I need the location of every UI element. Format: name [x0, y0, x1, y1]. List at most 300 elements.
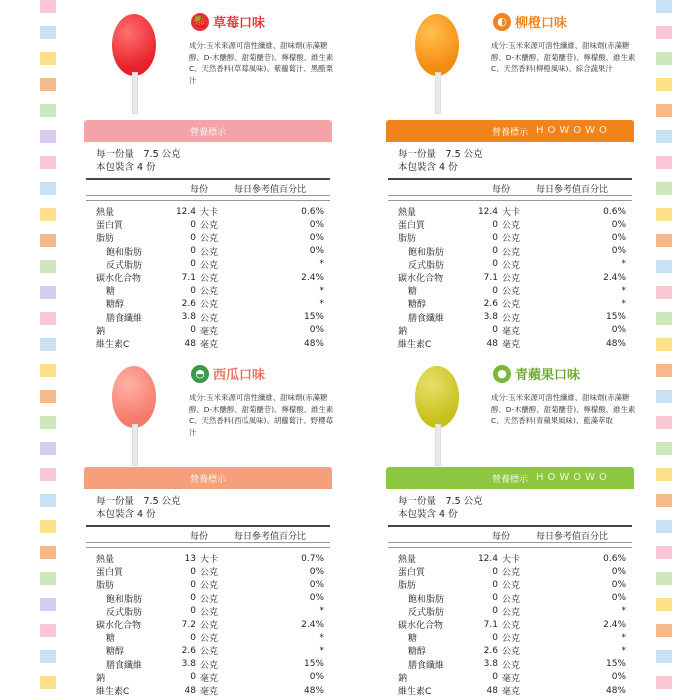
nutrient-row: [398, 684, 626, 697]
nutrient-daily-percent: 48%: [303, 685, 324, 696]
nutrient-daily-percent: 0%: [309, 579, 324, 590]
nutrient-amount: 3.8: [483, 659, 498, 670]
nutrient-row: [96, 271, 324, 284]
nutrient-daily-percent: 2.4%: [301, 619, 324, 630]
nutrient-name: 維生素C: [398, 340, 432, 350]
stripe-segment: [40, 468, 56, 481]
nutrient-amount: 0: [190, 606, 196, 617]
nutrient-unit: 毫克: [200, 687, 219, 697]
nutrient-daily-percent: 0%: [611, 672, 626, 683]
nutrient-daily-percent: *: [621, 606, 626, 617]
stripe-segment: [40, 104, 56, 117]
nutrient-daily-percent: 0%: [611, 325, 626, 336]
nutrient-unit: 公克: [502, 594, 521, 605]
stripe-segment: [40, 338, 56, 351]
stripe-segment: [40, 286, 56, 299]
nutrient-daily-percent: *: [621, 298, 626, 309]
nutrient-amount: 7.1: [181, 272, 196, 283]
nutrient-unit: 公克: [200, 287, 219, 298]
stripe-segment: [656, 390, 672, 403]
nutrient-unit: 大卡: [502, 555, 521, 565]
nutrient-unit: 大卡: [200, 555, 219, 565]
stripe-segment: [656, 286, 672, 299]
nutrient-daily-percent: 0%: [309, 232, 324, 243]
lollipop-head: [112, 366, 156, 428]
stripe-segment: [40, 624, 56, 637]
nutrient-name: 膳食纖維: [106, 313, 143, 324]
nutrient-daily-percent: *: [319, 606, 324, 617]
nutrient-daily-percent: 0%: [309, 246, 324, 257]
nutrient-name: 糖醇: [408, 647, 427, 658]
fruit-icon: ●: [493, 365, 511, 383]
column-per-serving: 每份: [492, 185, 511, 195]
nutrient-name: 維生素C: [398, 687, 432, 697]
nutrient-unit: 毫克: [502, 340, 521, 350]
nutrient-unit: 大卡: [502, 208, 521, 218]
nutrient-daily-percent: 0%: [611, 579, 626, 590]
nutrient-row: [398, 205, 626, 218]
nutrition-header-label: 營養標示: [491, 474, 528, 485]
nutrient-row: [96, 297, 324, 310]
stripe-segment: [656, 104, 672, 117]
nutrient-row: [398, 552, 626, 565]
nutrient-name: 脂肪: [398, 234, 417, 245]
nutrient-unit: 公克: [502, 221, 521, 232]
nutrient-name: 蛋白質: [96, 221, 124, 232]
stripe-segment: [40, 390, 56, 403]
stripe-segment: [40, 312, 56, 325]
nutrient-daily-percent: 0%: [309, 219, 324, 230]
nutrient-amount: 0: [190, 259, 196, 270]
stripe-segment: [656, 234, 672, 247]
nutrient-row: [96, 231, 324, 244]
nutrient-name: 糖醇: [106, 647, 125, 658]
column-daily-value: 每日參考值百分比: [234, 185, 307, 195]
nutrient-daily-percent: 0%: [309, 672, 324, 683]
stripe-segment: [656, 442, 672, 455]
nutrition-header-label: 營養標示: [189, 127, 226, 138]
nutrient-amount: 48: [486, 685, 498, 696]
nutrient-row: [96, 578, 324, 591]
nutrient-name: 糖: [408, 634, 418, 645]
divider: [86, 195, 330, 196]
nutrient-row: [398, 337, 626, 350]
nutrient-amount: 0: [492, 606, 498, 617]
stripe-segment: [656, 338, 672, 351]
stripe-segment: [656, 52, 672, 65]
nutrient-name: 膳食纖維: [408, 313, 445, 324]
nutrient-row: [96, 671, 324, 684]
nutrient-daily-percent: 0.6%: [603, 206, 626, 217]
flavor-name: 草莓口味: [213, 16, 266, 31]
nutrient-row: [398, 311, 626, 324]
nutrient-daily-percent: 48%: [303, 338, 324, 349]
nutrient-row: [96, 565, 324, 578]
nutrition-header: [386, 120, 634, 142]
nutrient-row: [96, 205, 324, 218]
nutrient-amount: 2.6: [181, 645, 196, 656]
stripe-segment: [656, 156, 672, 169]
nutrient-name: 碳水化合物: [96, 274, 142, 284]
flavor-name: 青蘋果口味: [515, 368, 581, 383]
nutrient-row: [96, 658, 324, 671]
column-daily-value: 每日參考值百分比: [536, 185, 609, 195]
column-per-serving: 每份: [492, 532, 511, 542]
nutrient-name: 碳水化合物: [96, 621, 142, 631]
nutrient-daily-percent: 0.6%: [301, 206, 324, 217]
nutrient-amount: 12.4: [477, 206, 498, 217]
nutrient-daily-percent: 48%: [605, 338, 626, 349]
nutrient-amount: 7.1: [483, 619, 498, 630]
divider: [86, 525, 330, 527]
stripe-segment: [40, 182, 56, 195]
nutrient-daily-percent: 15%: [605, 312, 626, 323]
nutrient-unit: 公克: [502, 634, 521, 645]
nutrient-name: 飽和脂肪: [408, 594, 445, 605]
flavor-name: 西瓜口味: [213, 368, 266, 383]
nutrient-name: 飽和脂肪: [408, 247, 445, 258]
nutrient-amount: 48: [486, 338, 498, 349]
ingredients-text: 成分:玉米來源可溶性纖維、甜味劑(赤藻糖醇、D-木醣醇、甜菊醣苷)、檸檬酸、維生素C、天然香料(西瓜風味)、胡蘿蔔汁、野櫻莓汁: [189, 393, 334, 437]
flavor-title: [191, 364, 265, 383]
nutrient-daily-percent: 0.7%: [301, 553, 324, 564]
nutrient-unit: 公克: [502, 568, 521, 579]
nutrient-daily-percent: 0%: [309, 593, 324, 604]
nutrient-daily-percent: 15%: [303, 312, 324, 323]
nutrient-amount: 0: [190, 593, 196, 604]
nutrient-name: 碳水化合物: [398, 274, 444, 284]
nutrient-daily-percent: *: [621, 259, 626, 270]
nutrient-unit: 毫克: [200, 340, 219, 350]
serving-size: 每一份量 7.5 公克: [398, 149, 483, 160]
stripe-segment: [656, 364, 672, 377]
stripe-segment: [40, 364, 56, 377]
nutrient-unit: 公克: [200, 621, 219, 631]
nutrition-header-label: 營養標示: [491, 127, 528, 138]
nutrient-unit: 公克: [502, 313, 521, 324]
nutrient-amount: 2.6: [181, 298, 196, 309]
nutrient-row: [398, 271, 626, 284]
nutrient-name: 脂肪: [96, 234, 115, 245]
divider: [388, 542, 632, 543]
nutrient-unit: 公克: [200, 634, 219, 645]
nutrient-name: 熱量: [96, 208, 115, 218]
watermark: HOWOWO: [536, 472, 611, 483]
fruit-icon: ◐: [493, 13, 511, 31]
nutrient-row: [96, 552, 324, 565]
nutrient-unit: 公克: [502, 621, 521, 631]
serving-size: 每一份量 7.5 公克: [96, 149, 181, 160]
stripe-segment: [656, 494, 672, 507]
nutrient-amount: 0: [190, 285, 196, 296]
nutrient-amount: 0: [190, 232, 196, 243]
nutrient-row: [96, 258, 324, 271]
lollipop-image: [415, 14, 459, 114]
nutrient-unit: 公克: [200, 568, 219, 579]
nutrient-row: [398, 218, 626, 231]
nutrient-row: [398, 605, 626, 618]
nutrient-unit: 公克: [502, 287, 521, 298]
lollipop-stick: [435, 72, 441, 114]
nutrient-row: [398, 671, 626, 684]
nutrient-unit: 公克: [502, 660, 521, 671]
nutrient-amount: 13: [184, 553, 196, 564]
nutrient-daily-percent: 15%: [605, 659, 626, 670]
lollipop-image: [112, 14, 156, 114]
stripe-segment: [40, 26, 56, 39]
nutrient-amount: 7.2: [181, 619, 196, 630]
lollipop-head: [415, 14, 459, 76]
nutrient-unit: 公克: [200, 221, 219, 232]
nutrient-row: [96, 684, 324, 697]
nutrient-name: 熱量: [96, 555, 115, 565]
nutrient-amount: 0: [190, 632, 196, 643]
nutrient-amount: 0: [190, 219, 196, 230]
nutrient-daily-percent: 0%: [309, 566, 324, 577]
lollipop-stick: [132, 72, 138, 114]
nutrient-daily-percent: 0%: [611, 246, 626, 257]
divider: [388, 547, 632, 548]
nutrient-unit: 公克: [502, 300, 521, 311]
stripe-segment: [40, 0, 56, 13]
nutrient-unit: 公克: [200, 607, 219, 618]
nutrient-name: 糖醇: [408, 300, 427, 311]
serving-size: 每一份量 7.5 公克: [96, 496, 181, 507]
nutrient-unit: 公克: [200, 247, 219, 258]
nutrient-row: [96, 284, 324, 297]
nutrient-daily-percent: 0%: [611, 593, 626, 604]
nutrient-name: 反式脂肪: [106, 260, 143, 271]
fruit-icon: ◓: [191, 365, 209, 383]
nutrient-name: 膳食纖維: [408, 660, 445, 671]
lollipop-head: [415, 366, 459, 428]
nutrient-name: 反式脂肪: [408, 607, 445, 618]
nutrient-amount: 0: [492, 632, 498, 643]
divider: [86, 542, 330, 543]
nutrient-daily-percent: *: [319, 285, 324, 296]
flavor-title: [493, 364, 580, 383]
nutrient-name: 反式脂肪: [106, 607, 143, 618]
nutrient-daily-percent: 0%: [309, 325, 324, 336]
nutrient-name: 碳水化合物: [398, 621, 444, 631]
stripe-segment: [40, 572, 56, 585]
nutrient-amount: 12.4: [477, 553, 498, 564]
divider: [86, 178, 330, 180]
stripe-segment: [656, 208, 672, 221]
divider: [86, 547, 330, 548]
nutrient-daily-percent: 15%: [303, 659, 324, 670]
nutrient-amount: 0: [190, 325, 196, 336]
ingredients-text: 成分:玉米來源可溶性纖維、甜味劑(赤藻糖醇、D-木醣醇、甜菊醣苷)、檸檬酸、維生素C、天然香料(青蘋果風味)、藍藻萃取: [491, 393, 636, 425]
servings-per-package: 本包裝含 4 份: [398, 509, 458, 520]
stripe-segment: [656, 546, 672, 559]
lollipop-image: [112, 366, 156, 466]
stripe-segment: [40, 208, 56, 221]
nutrition-header-label: 營養標示: [189, 474, 226, 485]
ingredients-text: 成分:玉米來源可溶性纖維、甜味劑(赤藻糖醇、D-木醣醇、甜菊醣苷)、檸檬酸、維生素C、天然香料(柳橙風味)、綜合蔬果汁: [491, 41, 636, 73]
stripe-segment: [656, 598, 672, 611]
nutrient-amount: 0: [190, 566, 196, 577]
nutrient-daily-percent: *: [319, 645, 324, 656]
flavor-title: [191, 12, 265, 31]
column-daily-value: 每日參考值百分比: [536, 532, 609, 542]
nutrient-daily-percent: 0%: [611, 219, 626, 230]
nutrient-row: [398, 565, 626, 578]
nutrient-daily-percent: *: [319, 259, 324, 270]
nutrient-unit: 毫克: [502, 673, 521, 684]
nutrient-amount: 2.6: [483, 645, 498, 656]
nutrient-name: 糖醇: [106, 300, 125, 311]
nutrient-row: [96, 324, 324, 337]
nutrient-amount: 48: [184, 685, 196, 696]
stripe-segment: [40, 130, 56, 143]
stripe-segment: [40, 234, 56, 247]
stripe-segment: [40, 494, 56, 507]
nutrient-amount: 0: [492, 325, 498, 336]
nutrient-amount: 7.1: [483, 272, 498, 283]
nutrient-amount: 3.8: [181, 659, 196, 670]
nutrient-unit: 公克: [502, 647, 521, 658]
nutrient-amount: 12.4: [175, 206, 196, 217]
servings-per-package: 本包裝含 4 份: [398, 162, 458, 173]
stripe-segment: [40, 442, 56, 455]
nutrient-row: [398, 324, 626, 337]
divider: [388, 200, 632, 201]
divider: [86, 200, 330, 201]
stripe-segment: [40, 78, 56, 91]
stripe-segment: [656, 182, 672, 195]
nutrient-name: 蛋白質: [398, 568, 426, 579]
stripe-segment: [40, 416, 56, 429]
stripe-segment: [656, 26, 672, 39]
stripe-segment: [40, 598, 56, 611]
nutrient-unit: 公克: [502, 247, 521, 258]
nutrient-name: 反式脂肪: [408, 260, 445, 271]
nutrient-unit: 毫克: [502, 326, 521, 337]
nutrient-amount: 2.6: [483, 298, 498, 309]
nutrient-name: 脂肪: [398, 581, 417, 592]
fruit-icon: 🍓: [191, 13, 209, 31]
nutrient-row: [96, 245, 324, 258]
nutrient-daily-percent: *: [319, 298, 324, 309]
nutrition-header: [84, 467, 332, 489]
nutrient-unit: 公克: [502, 260, 521, 271]
nutrition-header: [84, 120, 332, 142]
nutrient-unit: 公克: [502, 274, 521, 284]
nutrient-daily-percent: 0.6%: [603, 553, 626, 564]
stripe-segment: [40, 52, 56, 65]
servings-per-package: 本包裝含 4 份: [96, 162, 156, 173]
nutrient-row: [96, 631, 324, 644]
nutrient-unit: 毫克: [200, 326, 219, 337]
nutrient-unit: 公克: [502, 607, 521, 618]
nutrient-name: 脂肪: [96, 581, 115, 592]
nutrient-unit: 公克: [200, 313, 219, 324]
divider: [388, 195, 632, 196]
nutrient-unit: 公克: [200, 234, 219, 245]
nutrient-row: [96, 618, 324, 631]
nutrient-amount: 3.8: [181, 312, 196, 323]
column-per-serving: 每份: [190, 185, 209, 195]
nutrient-daily-percent: 2.4%: [603, 272, 626, 283]
nutrient-unit: 公克: [502, 581, 521, 592]
column-daily-value: 每日參考值百分比: [234, 532, 307, 542]
nutrient-amount: 3.8: [483, 312, 498, 323]
nutrient-daily-percent: *: [621, 632, 626, 643]
nutrient-amount: 0: [190, 672, 196, 683]
nutrient-row: [398, 284, 626, 297]
nutrient-amount: 0: [190, 579, 196, 590]
nutrient-name: 糖: [408, 287, 418, 298]
stripe-segment: [656, 572, 672, 585]
nutrient-unit: 公克: [200, 647, 219, 658]
stripe-segment: [40, 260, 56, 273]
nutrient-row: [96, 605, 324, 618]
nutrient-amount: 0: [492, 285, 498, 296]
stripe-segment: [40, 676, 56, 689]
nutrient-amount: 0: [492, 219, 498, 230]
nutrition-header: [386, 467, 634, 489]
nutrient-name: 鈉: [398, 326, 408, 337]
stripe-segment: [656, 676, 672, 689]
lollipop-stick: [435, 424, 441, 466]
nutrient-row: [96, 337, 324, 350]
nutrient-name: 熱量: [398, 555, 417, 565]
nutrient-row: [398, 231, 626, 244]
nutrient-row: [398, 245, 626, 258]
nutrient-row: [96, 644, 324, 657]
ingredients-text: 成分:玉米來源可溶性纖維、甜味劑(赤藻糖醇、D-木醣醇、甜菊醣苷)、檸檬酸、維生素C、天然香料(草莓風味)、紫蘿蔔汁、黑醋栗汁: [189, 41, 334, 85]
nutrient-name: 糖: [106, 634, 116, 645]
servings-per-package: 本包裝含 4 份: [96, 509, 156, 520]
stripe-segment: [656, 312, 672, 325]
stripe-segment: [656, 520, 672, 533]
nutrient-unit: 公克: [200, 660, 219, 671]
serving-size: 每一份量 7.5 公克: [398, 496, 483, 507]
nutrient-name: 蛋白質: [398, 221, 426, 232]
nutrient-name: 飽和脂肪: [106, 594, 143, 605]
watermark: HOWOWO: [536, 125, 611, 136]
nutrient-amount: 0: [492, 593, 498, 604]
nutrient-unit: 公克: [200, 260, 219, 271]
stripe-segment: [40, 650, 56, 663]
lollipop-head: [112, 14, 156, 76]
nutrient-row: [398, 258, 626, 271]
nutrient-amount: 0: [492, 232, 498, 243]
nutrient-row: [398, 578, 626, 591]
nutrient-amount: 0: [492, 259, 498, 270]
nutrient-amount: 0: [492, 246, 498, 257]
nutrient-daily-percent: *: [621, 285, 626, 296]
stripe-segment: [656, 468, 672, 481]
stripe-segment: [656, 260, 672, 273]
stripe-segment: [40, 520, 56, 533]
flavor-name: 柳橙口味: [515, 16, 568, 31]
nutrient-daily-percent: 0%: [611, 232, 626, 243]
nutrient-name: 鈉: [96, 326, 106, 337]
nutrient-daily-percent: 2.4%: [603, 619, 626, 630]
nutrient-unit: 毫克: [200, 673, 219, 684]
nutrient-row: [398, 297, 626, 310]
nutrient-row: [96, 592, 324, 605]
stripe-segment: [40, 156, 56, 169]
nutrient-name: 膳食纖維: [106, 660, 143, 671]
nutrient-amount: 0: [492, 566, 498, 577]
divider: [388, 178, 632, 180]
nutrient-amount: 48: [184, 338, 196, 349]
nutrient-row: [96, 218, 324, 231]
nutrient-name: 鈉: [96, 673, 106, 684]
